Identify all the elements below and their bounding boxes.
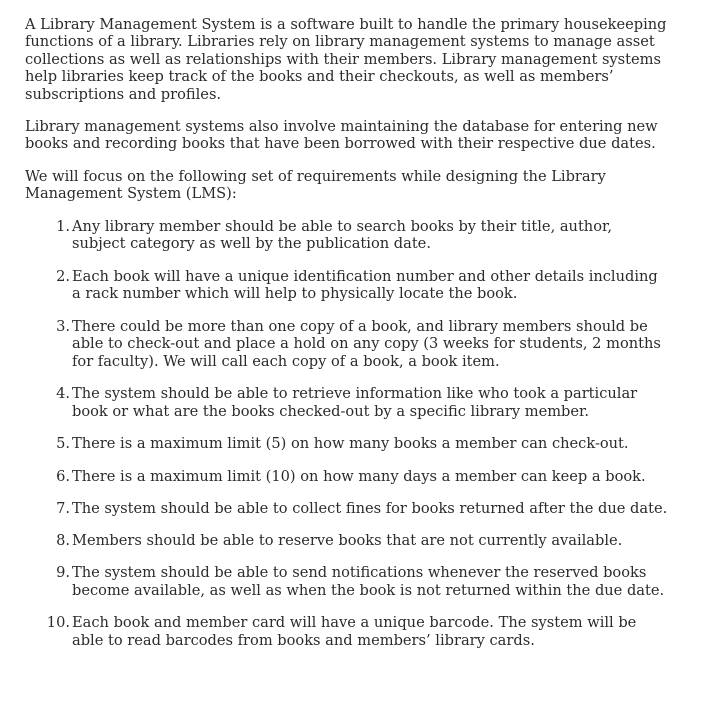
list-item-number: 3. bbox=[56, 317, 70, 335]
list-item-text: The system should be able to collect fines for books returned after the due date. bbox=[72, 499, 668, 517]
list-item-text: There is a maximum limit (5) on how many books a member can check-out. bbox=[72, 435, 629, 453]
list-item-number: 8. bbox=[56, 531, 70, 549]
list-item-text: Members should be able to reserve books that are not currently available. bbox=[72, 531, 623, 549]
list-item bbox=[25, 532, 669, 550]
list-item-text: There is a maximum limit (10) on how many days a member can keep a book. bbox=[72, 467, 646, 485]
list-item bbox=[25, 564, 669, 600]
list-item-number: 10. bbox=[46, 614, 70, 632]
list-item-number: 1. bbox=[56, 217, 70, 235]
list-item-number: 7. bbox=[56, 499, 70, 517]
list-item-number: 9. bbox=[56, 564, 70, 582]
list-item bbox=[25, 385, 669, 421]
intro-paragraph: A Library Management System is a software built to handle the primary housekeeping functions of a library. Libraries rely on library management systems to manage asset collections as well as relationships with their members. Library management systems help libraries keep track of the books and their checkouts, as well as members’ subscriptions and profiles. bbox=[25, 16, 667, 103]
list-item-number: 4. bbox=[56, 385, 70, 403]
list-item bbox=[25, 218, 669, 254]
list-item-text: There could be more than one copy of a book, and library members should be able to check-out and place a hold on any copy (3 weeks for students, 2 months for faculty). We will call each copy of a book, a book item. bbox=[72, 317, 661, 371]
list-item-number: 2. bbox=[56, 267, 70, 285]
list-item bbox=[25, 614, 669, 650]
list-item-number: 5. bbox=[56, 435, 70, 453]
requirements-lead-paragraph: We will focus on the following set of requirements while designing the Library Management System (LMS): bbox=[25, 167, 606, 203]
list-item-text: Any library member should be able to search books by their title, author, subject category as well by the publication date. bbox=[72, 217, 613, 253]
list-item bbox=[25, 468, 669, 486]
list-item bbox=[25, 318, 669, 371]
list-item-text: Each book will have a unique identification number and other details including a rack number which will help to physically locate the book. bbox=[72, 267, 658, 303]
list-item bbox=[25, 268, 669, 304]
list-item-text: The system should be able to retrieve information like who took a particular book or what are the books checked-out by a specific library member. bbox=[72, 385, 638, 421]
list-item bbox=[25, 500, 669, 518]
list-item-number: 6. bbox=[56, 467, 70, 485]
list-item bbox=[25, 435, 669, 453]
requirements-list bbox=[25, 218, 669, 650]
list-item-text: Each book and member card will have a unique barcode. The system will be able to read barcodes from books and members’ library cards. bbox=[72, 614, 637, 649]
list-item-text: The system should be able to send notifications whenever the reserved books become available, as well as when the book is not returned within the due date. bbox=[72, 564, 665, 599]
database-paragraph: Library management systems also involve maintaining the database for entering new books and recording books that have been borrowed with their respective due dates. bbox=[25, 118, 658, 153]
